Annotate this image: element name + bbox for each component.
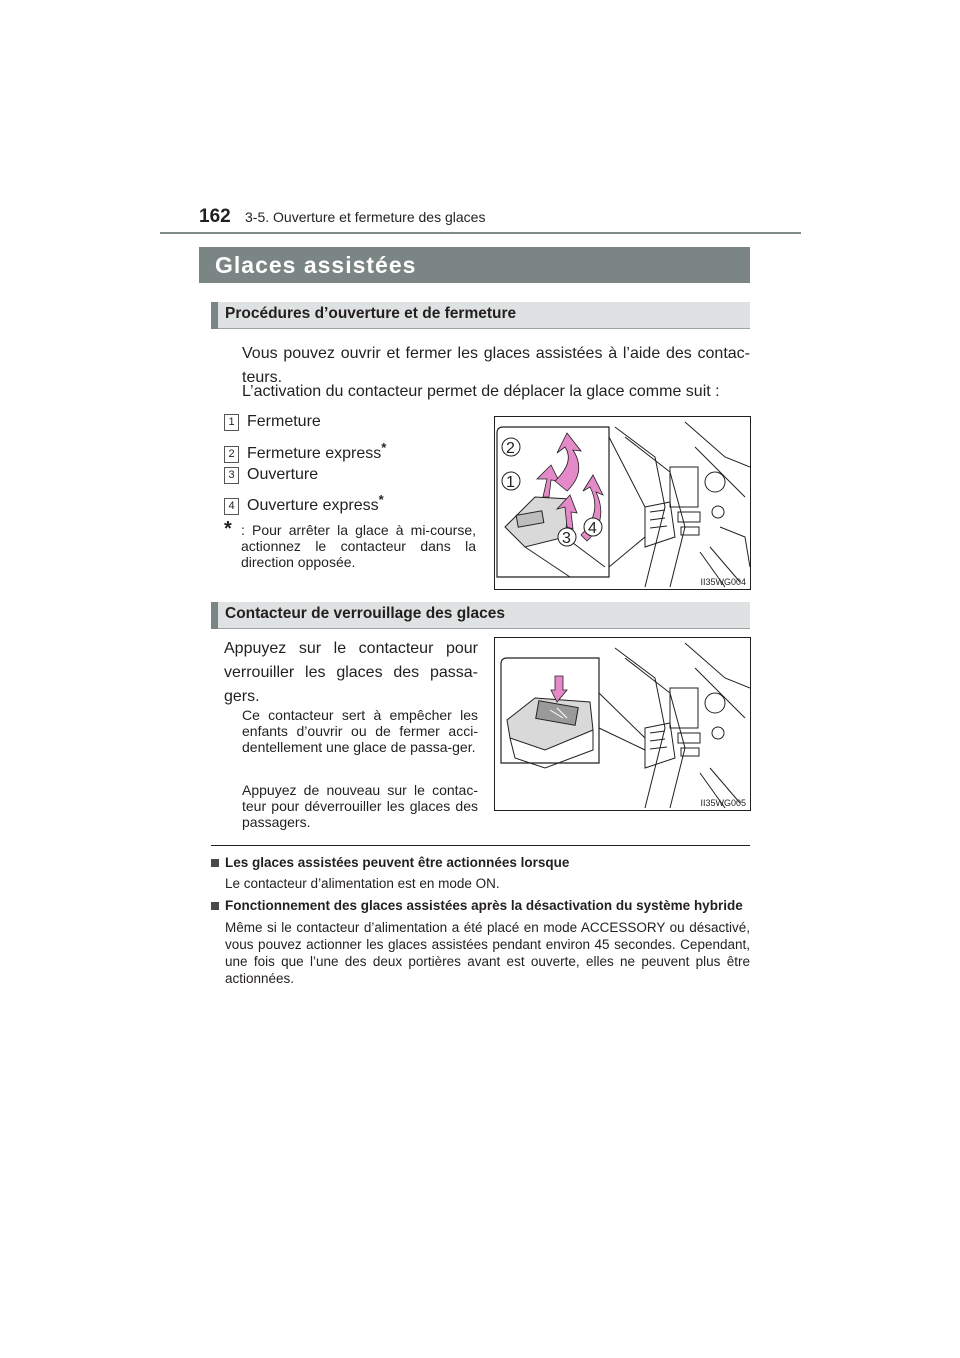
list-item	[224, 492, 384, 515]
note-text: Le contacteur d’alimentation est en mode ON.	[225, 876, 500, 891]
item-number: 2	[224, 446, 239, 463]
callout-4: 4	[588, 520, 597, 537]
note-title: Fonctionnement des glaces assistées après la désactivation du système hybride	[225, 898, 743, 913]
section-heading-procedures	[211, 302, 750, 329]
note-block	[211, 855, 750, 892]
section-heading-lock	[211, 602, 750, 629]
note-text: Même si le contacteur d’alimentation a été placé en mode ACCESSORY ou désactivé, vous pouvez actionner les glaces assistées pendant environ 45 secondes. Cependant, une fois que l’une des deux portières avant est ouverte, elles ne peuvent plus être actionnées.	[225, 920, 750, 986]
figure-illustration	[495, 417, 750, 589]
asterisk-mark: *	[378, 492, 384, 507]
section-heading-text: Contacteur de verrouillage des glaces	[225, 605, 505, 622]
notes-divider	[211, 845, 750, 846]
list-item	[224, 413, 321, 433]
figure-code: II35WG004	[700, 577, 746, 587]
lock-paragraph: Appuyez sur le contacteur pour verrouiller les glaces des passa-gers.	[224, 640, 478, 705]
item-number: 1	[224, 414, 239, 431]
lock-note-1: Ce contacteur sert à empêcher les enfants d’ouvrir ou de fermer acci-dentellement une glace de passa-ger.	[242, 707, 478, 755]
chapter-title: 3-5. Ouverture et fermeture des glaces	[245, 209, 486, 225]
page-number: 162	[199, 206, 231, 227]
intro-paragraph: Vous pouvez ouvrir et fermer les glaces assistées à l’aide des contac-teurs.	[242, 345, 750, 386]
note-block	[211, 898, 750, 987]
intro-paragraph-2: L’activation du contacteur permet de déplacer la glace comme suit :	[242, 383, 720, 400]
item-label: Ouverture express	[247, 497, 379, 515]
header-divider	[160, 232, 801, 234]
square-bullet-icon	[211, 859, 219, 867]
section-heading-text: Procédures d’ouverture et de fermeture	[225, 305, 517, 322]
figure-window-switch	[494, 416, 751, 590]
page-title-bar	[199, 247, 750, 283]
asterisk-mark: *	[381, 440, 387, 455]
item-number: 3	[224, 467, 239, 484]
item-label: Fermeture express	[247, 445, 382, 463]
item-label: Fermeture	[247, 413, 321, 430]
callout-1: 1	[506, 474, 515, 491]
item-number: 4	[224, 498, 239, 515]
footnote-asterisk: *	[224, 518, 232, 540]
figure-illustration	[495, 638, 750, 810]
footnote-text: : Pour arrêter la glace à mi-course, actionnez le contacteur dans la direction opposée.	[241, 522, 476, 570]
square-bullet-icon	[211, 902, 219, 910]
callout-2: 2	[506, 440, 515, 457]
list-item	[224, 440, 387, 463]
figure-code: II35WG005	[700, 798, 746, 808]
list-item	[224, 466, 318, 486]
item-label: Ouverture	[247, 466, 319, 483]
lock-note-2: Appuyez de nouveau sur le contac-teur pour déverrouiller les glaces des passagers.	[242, 782, 478, 830]
callout-3: 3	[562, 530, 571, 547]
figure-lock-switch	[494, 637, 751, 811]
page-title: Glaces assistées	[215, 252, 417, 278]
note-title: Les glaces assistées peuvent être actionnées lorsque	[225, 855, 570, 870]
